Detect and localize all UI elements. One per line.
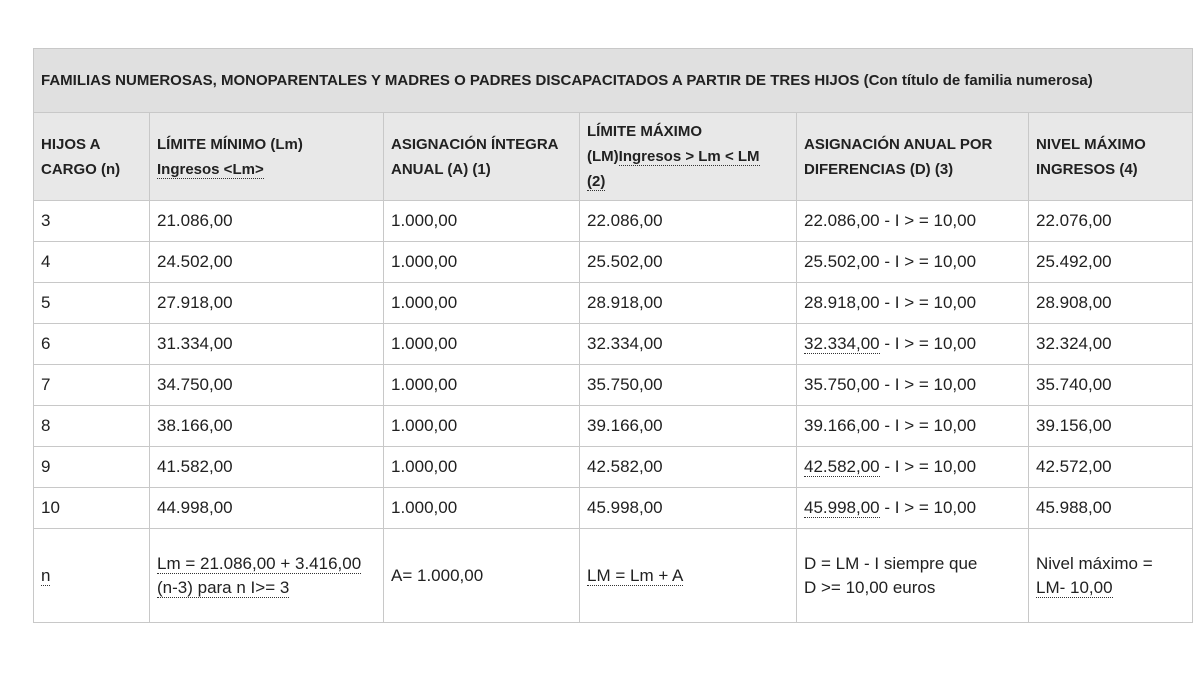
table-row	[34, 324, 1193, 365]
cell-d-value: 28.918,00	[804, 293, 880, 312]
cell-d	[797, 324, 1029, 365]
cell-a: 1.000,00	[384, 283, 580, 324]
cell-nivel: 42.572,00	[1029, 447, 1193, 488]
benefits-table-container	[33, 48, 1192, 623]
table-row	[34, 447, 1193, 488]
cell-d	[797, 406, 1029, 447]
cell-LM: 25.502,00	[580, 242, 797, 283]
cell-d-value: 22.086,00	[804, 211, 880, 230]
cell-nivel: 35.740,00	[1029, 365, 1193, 406]
cell-nivel: 45.988,00	[1029, 488, 1193, 529]
cell-d-value: 32.334,00	[804, 334, 880, 353]
cell-n: 7	[34, 365, 150, 406]
header-nivel-maximo: NIVEL MÁXIMO INGRESOS (4)	[1029, 113, 1193, 201]
cell-d	[797, 283, 1029, 324]
cell-n: 8	[34, 406, 150, 447]
cell-nivel: 25.492,00	[1029, 242, 1193, 283]
cell-LM: 32.334,00	[580, 324, 797, 365]
table-row	[34, 201, 1193, 242]
cell-d-rest: - I > = 10,00	[879, 252, 977, 271]
cell-d-value: 25.502,00	[804, 252, 880, 271]
table-row	[34, 406, 1193, 447]
cell-d-value: 45.998,00	[804, 498, 880, 517]
formula-d-line2: D >= 10,00 euros	[804, 577, 936, 597]
cell-d-value: 39.166,00	[804, 416, 880, 435]
header-asignacion-integra: ASIGNACIÓN ÍNTEGRA ANUAL (A) (1)	[384, 113, 580, 201]
header-limite-minimo-label: LÍMITE MÍNIMO (Lm)	[157, 135, 303, 153]
cell-nivel: 32.324,00	[1029, 324, 1193, 365]
cell-lm: 41.582,00	[150, 447, 384, 488]
cell-n: 5	[34, 283, 150, 324]
cell-nivel: 22.076,00	[1029, 201, 1193, 242]
cell-lm: 27.918,00	[150, 283, 384, 324]
cell-d-rest: - I > = 10,00	[879, 293, 977, 312]
formula-LM	[580, 529, 797, 623]
cell-d	[797, 365, 1029, 406]
cell-lm: 44.998,00	[150, 488, 384, 529]
cell-a: 1.000,00	[384, 242, 580, 283]
table-row	[34, 488, 1193, 529]
cell-n: 9	[34, 447, 150, 488]
cell-lm: 31.334,00	[150, 324, 384, 365]
formula-d	[797, 529, 1029, 623]
table-title: FAMILIAS NUMEROSAS, MONOPARENTALES Y MADRES O PADRES DISCAPACITADOS A PARTIR DE TRES HIJOS (Con título de familia numerosa)	[34, 49, 1193, 113]
formula-row	[34, 529, 1193, 623]
cell-d	[797, 242, 1029, 283]
cell-n: 4	[34, 242, 150, 283]
cell-d	[797, 488, 1029, 529]
benefits-table	[33, 48, 1193, 623]
table-row	[34, 283, 1193, 324]
cell-a: 1.000,00	[384, 324, 580, 365]
cell-a: 1.000,00	[384, 201, 580, 242]
cell-a: 1.000,00	[384, 488, 580, 529]
cell-LM: 28.918,00	[580, 283, 797, 324]
cell-d-rest: - I > = 10,00	[879, 334, 977, 353]
header-limite-maximo-note: (2)	[587, 173, 606, 190]
cell-lm: 21.086,00	[150, 201, 384, 242]
cell-LM: 42.582,00	[580, 447, 797, 488]
cell-a: 1.000,00	[384, 447, 580, 488]
cell-LM: 39.166,00	[580, 406, 797, 447]
cell-lm: 38.166,00	[150, 406, 384, 447]
cell-d	[797, 447, 1029, 488]
header-limite-maximo-label: LÍMITE MÁXIMO (LM)	[587, 123, 702, 165]
header-hijos: HIJOS A CARGO (n)	[34, 113, 150, 201]
cell-d-rest: - I > = 10,00	[879, 375, 977, 394]
cell-d-rest: - I > = 10,00	[879, 416, 977, 435]
cell-a: 1.000,00	[384, 406, 580, 447]
cell-n: 3	[34, 201, 150, 242]
formula-nivel-line1: Nivel máximo =	[1036, 553, 1153, 573]
cell-nivel: 39.156,00	[1029, 406, 1193, 447]
cell-LM: 35.750,00	[580, 365, 797, 406]
cell-d-rest: - I > = 10,00	[879, 211, 977, 230]
header-limite-maximo-sub: Ingresos > Lm < LM	[618, 148, 760, 165]
header-limite-minimo	[150, 113, 384, 201]
formula-n	[34, 529, 150, 623]
header-limite-maximo	[580, 113, 797, 201]
cell-LM: 45.998,00	[580, 488, 797, 529]
table-row	[34, 242, 1193, 283]
formula-lm	[150, 529, 384, 623]
cell-d-value: 35.750,00	[804, 375, 880, 394]
cell-lm: 34.750,00	[150, 365, 384, 406]
cell-lm: 24.502,00	[150, 242, 384, 283]
cell-n: 6	[34, 324, 150, 365]
formula-nivel-line2: LM- 10,00	[1036, 577, 1113, 597]
table-title-row	[34, 49, 1193, 113]
cell-d-rest: - I > = 10,00	[879, 498, 977, 517]
cell-n: 10	[34, 488, 150, 529]
table-row	[34, 365, 1193, 406]
cell-nivel: 28.908,00	[1029, 283, 1193, 324]
cell-d-rest: - I > = 10,00	[879, 457, 977, 476]
formula-nivel	[1029, 529, 1193, 623]
cell-d-value: 42.582,00	[804, 457, 880, 476]
cell-LM: 22.086,00	[580, 201, 797, 242]
formula-d-line1: D = LM - I siempre que	[804, 553, 978, 573]
cell-d	[797, 201, 1029, 242]
table-header-row	[34, 113, 1193, 201]
cell-a: 1.000,00	[384, 365, 580, 406]
header-asignacion-diferencias: ASIGNACIÓN ANUAL POR DIFERENCIAS (D) (3)	[797, 113, 1029, 201]
formula-lm-text: Lm = 21.086,00 + 3.416,00 (n-3) para n I>= 3	[157, 553, 362, 597]
header-limite-minimo-sub: Ingresos <Lm>	[157, 160, 264, 178]
formula-a: A= 1.000,00	[384, 529, 580, 623]
formula-LM-text: LM = Lm + A	[587, 565, 684, 585]
formula-n-text: n	[41, 565, 51, 585]
